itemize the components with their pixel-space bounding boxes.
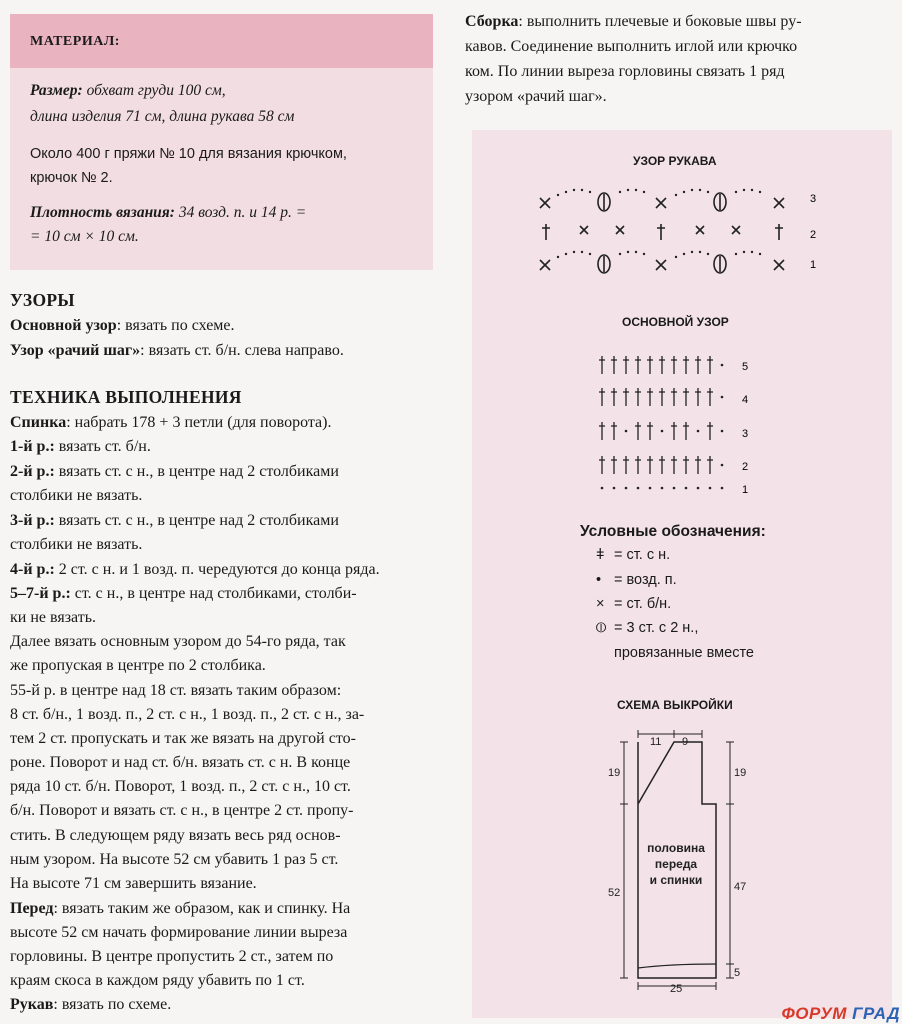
main-pattern-chart [594, 348, 764, 498]
dc-stitch [635, 356, 641, 374]
legend-item: × = ст. б/н. [596, 596, 672, 612]
row-number: 5 [742, 361, 749, 373]
chain-stitch [685, 487, 688, 490]
row3-stitches [540, 198, 784, 208]
dc-stitch [659, 356, 665, 374]
dc-stitch [683, 388, 689, 406]
chain-stitch [613, 487, 616, 490]
technique-line: 3-й р.: вязать ст. с н., в центре над 2 столбиками [10, 512, 339, 529]
schema-label: половина [647, 841, 705, 855]
dim-left-top: 19 [608, 767, 621, 779]
dc-stitch [599, 388, 605, 406]
chain-stitch [697, 487, 700, 490]
dc-stitch [647, 356, 653, 374]
dc-stitch [683, 422, 689, 440]
row-number: 3 [742, 428, 749, 440]
dim-right-bottom: 5 [734, 967, 741, 979]
main-pattern-title: ОСНОВНОЙ УЗОР [622, 315, 729, 329]
row1-stitches [540, 260, 784, 270]
technique-line: 4-й р.: 2 ст. с н. и 1 возд. п. чередуются до конца ряда. [10, 561, 380, 578]
size-line: Размер: обхват груди 100 см, [30, 82, 226, 99]
dc-stitch [671, 456, 677, 474]
row-number: 1 [810, 259, 817, 271]
technique-line: стить. В следующем ряду вязать весь ряд основ- [10, 827, 341, 844]
dc-stitch [695, 456, 701, 474]
chain-stitch [649, 487, 652, 490]
legend-continuation: провязанные вместе [614, 645, 754, 661]
technique-line: краям скоса в каждом ряду убавить по 1 ст. [10, 972, 305, 989]
chain-stitch [721, 430, 724, 433]
chain-stitch [697, 430, 700, 433]
dc-stitch [599, 422, 605, 440]
dim-left-total: 52 [608, 887, 621, 899]
row-number: 1 [742, 484, 749, 496]
chain-stitch [661, 487, 664, 490]
patterns-crab: Узор «рачий шаг»: вязать ст. б/н. слева направо. [10, 342, 344, 359]
dc-stitch [707, 456, 713, 474]
yarn-line-1: Около 400 г пряжи № 10 для вязания крючком, [30, 146, 347, 162]
schema-label: и спинки [649, 873, 703, 887]
technique-line: столбики не вязать. [10, 536, 143, 553]
chain-stitch [721, 364, 724, 367]
dc-stitch [611, 388, 617, 406]
row-number: 2 [742, 461, 749, 473]
technique-line: роне. Поворот и над ст. б/н. вязать ст. с н. В конце [10, 754, 351, 771]
dc-stitch [671, 356, 677, 374]
technique-line: Рукав: вязать по схеме. [10, 996, 172, 1013]
dc-stitch [599, 356, 605, 374]
technique-line: б/н. Поворот и вязать ст. с н., в центре 2 ст. пропу- [10, 802, 354, 819]
chain-stitch [625, 487, 628, 490]
sleeve-pattern-chart [528, 180, 828, 280]
technique-line: ки не вязать. [10, 609, 96, 626]
technique-line: 55-й р. в центре над 18 ст. вязать таким образом: [10, 682, 342, 699]
dc-stitch [647, 456, 653, 474]
dim-top-right: 9 [682, 736, 689, 748]
gauge-line-2: = 10 см × 10 см. [30, 228, 139, 245]
assembly-line: Сборка: выполнить плечевые и боковые швы ру- [465, 13, 802, 30]
dc-stitch [623, 356, 629, 374]
dc-stitch [611, 422, 617, 440]
dc-stitch [671, 422, 677, 440]
chain-stitch [721, 487, 724, 490]
watermark: ФОРУМ ГРАД [781, 1004, 900, 1023]
chain-stitch [721, 464, 724, 467]
chain-stitch [601, 487, 604, 490]
schema-chart [600, 728, 760, 998]
materials-title: МАТЕРИАЛ: [30, 34, 120, 49]
dc-stitch [647, 422, 653, 440]
dc-stitch [659, 388, 665, 406]
technique-line: же пропуская в центре по 2 столбика. [10, 657, 266, 674]
technique-line: высоте 52 см начать формирование линии выреза [10, 924, 348, 941]
chain-stitch [721, 396, 724, 399]
assembly-line: узором «рачий шаг». [465, 88, 607, 105]
chain-stitch [637, 487, 640, 490]
technique-line: 5–7-й р.: ст. с н., в центре над столбиками, столби- [10, 585, 357, 602]
technique-line: тем 2 ст. пропускать и так же вязать на другой сто- [10, 730, 356, 747]
technique-line: ным узором. На высоте 52 см убавить 1 раз 5 ст. [10, 851, 339, 868]
size-line-2: длина изделия 71 см, длина рукава 58 см [30, 108, 295, 125]
dc-stitch [635, 388, 641, 406]
dc-stitch [659, 456, 665, 474]
technique-line: ряда 10 ст. б/н. Поворот, 1 возд. п., 2 ст. с н., 10 ст. [10, 778, 351, 795]
row-number: 4 [742, 394, 749, 406]
materials-box [10, 68, 433, 270]
technique-line: Перед: вязать таким же образом, как и спинку. На [10, 900, 351, 917]
assembly-line: ком. По линии выреза горловины связать 1 ряд [465, 63, 785, 80]
legend-title: Условные обозначения: [580, 523, 766, 540]
dim-bottom: 25 [670, 983, 683, 995]
materials-header [10, 14, 433, 68]
chain-stitch [625, 430, 628, 433]
dc-stitch [635, 422, 641, 440]
schema-label: переда [654, 857, 698, 871]
technique-line: На высоте 71 см завершить вязание. [10, 875, 257, 892]
chain-stitch [661, 430, 664, 433]
technique-line: горловины. В центре пропустить 2 ст., затем по [10, 948, 334, 965]
technique-line: столбики не вязать. [10, 487, 143, 504]
legend-item: ǂ = ст. с н. [596, 547, 671, 563]
dc-stitch [671, 388, 677, 406]
dc-stitch [695, 388, 701, 406]
dc-stitch [707, 422, 713, 440]
dc-stitch [707, 356, 713, 374]
dc-stitch [647, 388, 653, 406]
technique-line: Спинка: набрать 178 + 3 петли (для поворота). [10, 414, 332, 431]
sleeve-pattern-title: УЗОР РУКАВА [633, 154, 717, 168]
assembly-line: кавов. Соединение выполнить иглой или крючко [465, 38, 798, 55]
dim-top-left: 11 [650, 736, 662, 748]
legend-item: • = возд. п. [596, 572, 677, 588]
dc-stitch [599, 456, 605, 474]
dim-right-top: 19 [734, 767, 747, 779]
dc-stitch [683, 356, 689, 374]
legend-item: ⦶ = 3 ст. с 2 н., [596, 620, 699, 636]
row-number: 3 [810, 193, 817, 205]
dc-stitch [611, 356, 617, 374]
dc-stitch [623, 456, 629, 474]
chain-stitch [709, 487, 712, 490]
row-number: 2 [810, 229, 817, 241]
technique-line: 8 ст. б/н., 1 возд. п., 2 ст. с н., 1 возд. п., 2 ст. с н., за- [10, 706, 365, 723]
chain-stitch [673, 487, 676, 490]
dc-stitch [623, 388, 629, 406]
dc-stitch [635, 456, 641, 474]
technique-line: 2-й р.: вязать ст. с н., в центре над 2 столбиками [10, 463, 339, 480]
patterns-main: Основной узор: вязать по схеме. [10, 317, 235, 334]
dim-right-mid: 47 [734, 881, 747, 893]
technique-heading: ТЕХНИКА ВЫПОЛНЕНИЯ [10, 387, 242, 407]
gauge-line: Плотность вязания: 34 возд. п. и 14 р. = [30, 204, 307, 221]
dc-stitch [695, 356, 701, 374]
dc-stitch [683, 456, 689, 474]
yarn-line-2: крючок № 2. [30, 170, 113, 186]
dc-stitch [707, 388, 713, 406]
dc-stitch [611, 456, 617, 474]
schema-title: СХЕМА ВЫКРОЙКИ [617, 698, 733, 712]
patterns-heading: УЗОРЫ [10, 290, 75, 310]
technique-line: Далее вязать основным узором до 54-го ряда, так [10, 633, 346, 650]
technique-line: 1-й р.: вязать ст. б/н. [10, 438, 151, 455]
